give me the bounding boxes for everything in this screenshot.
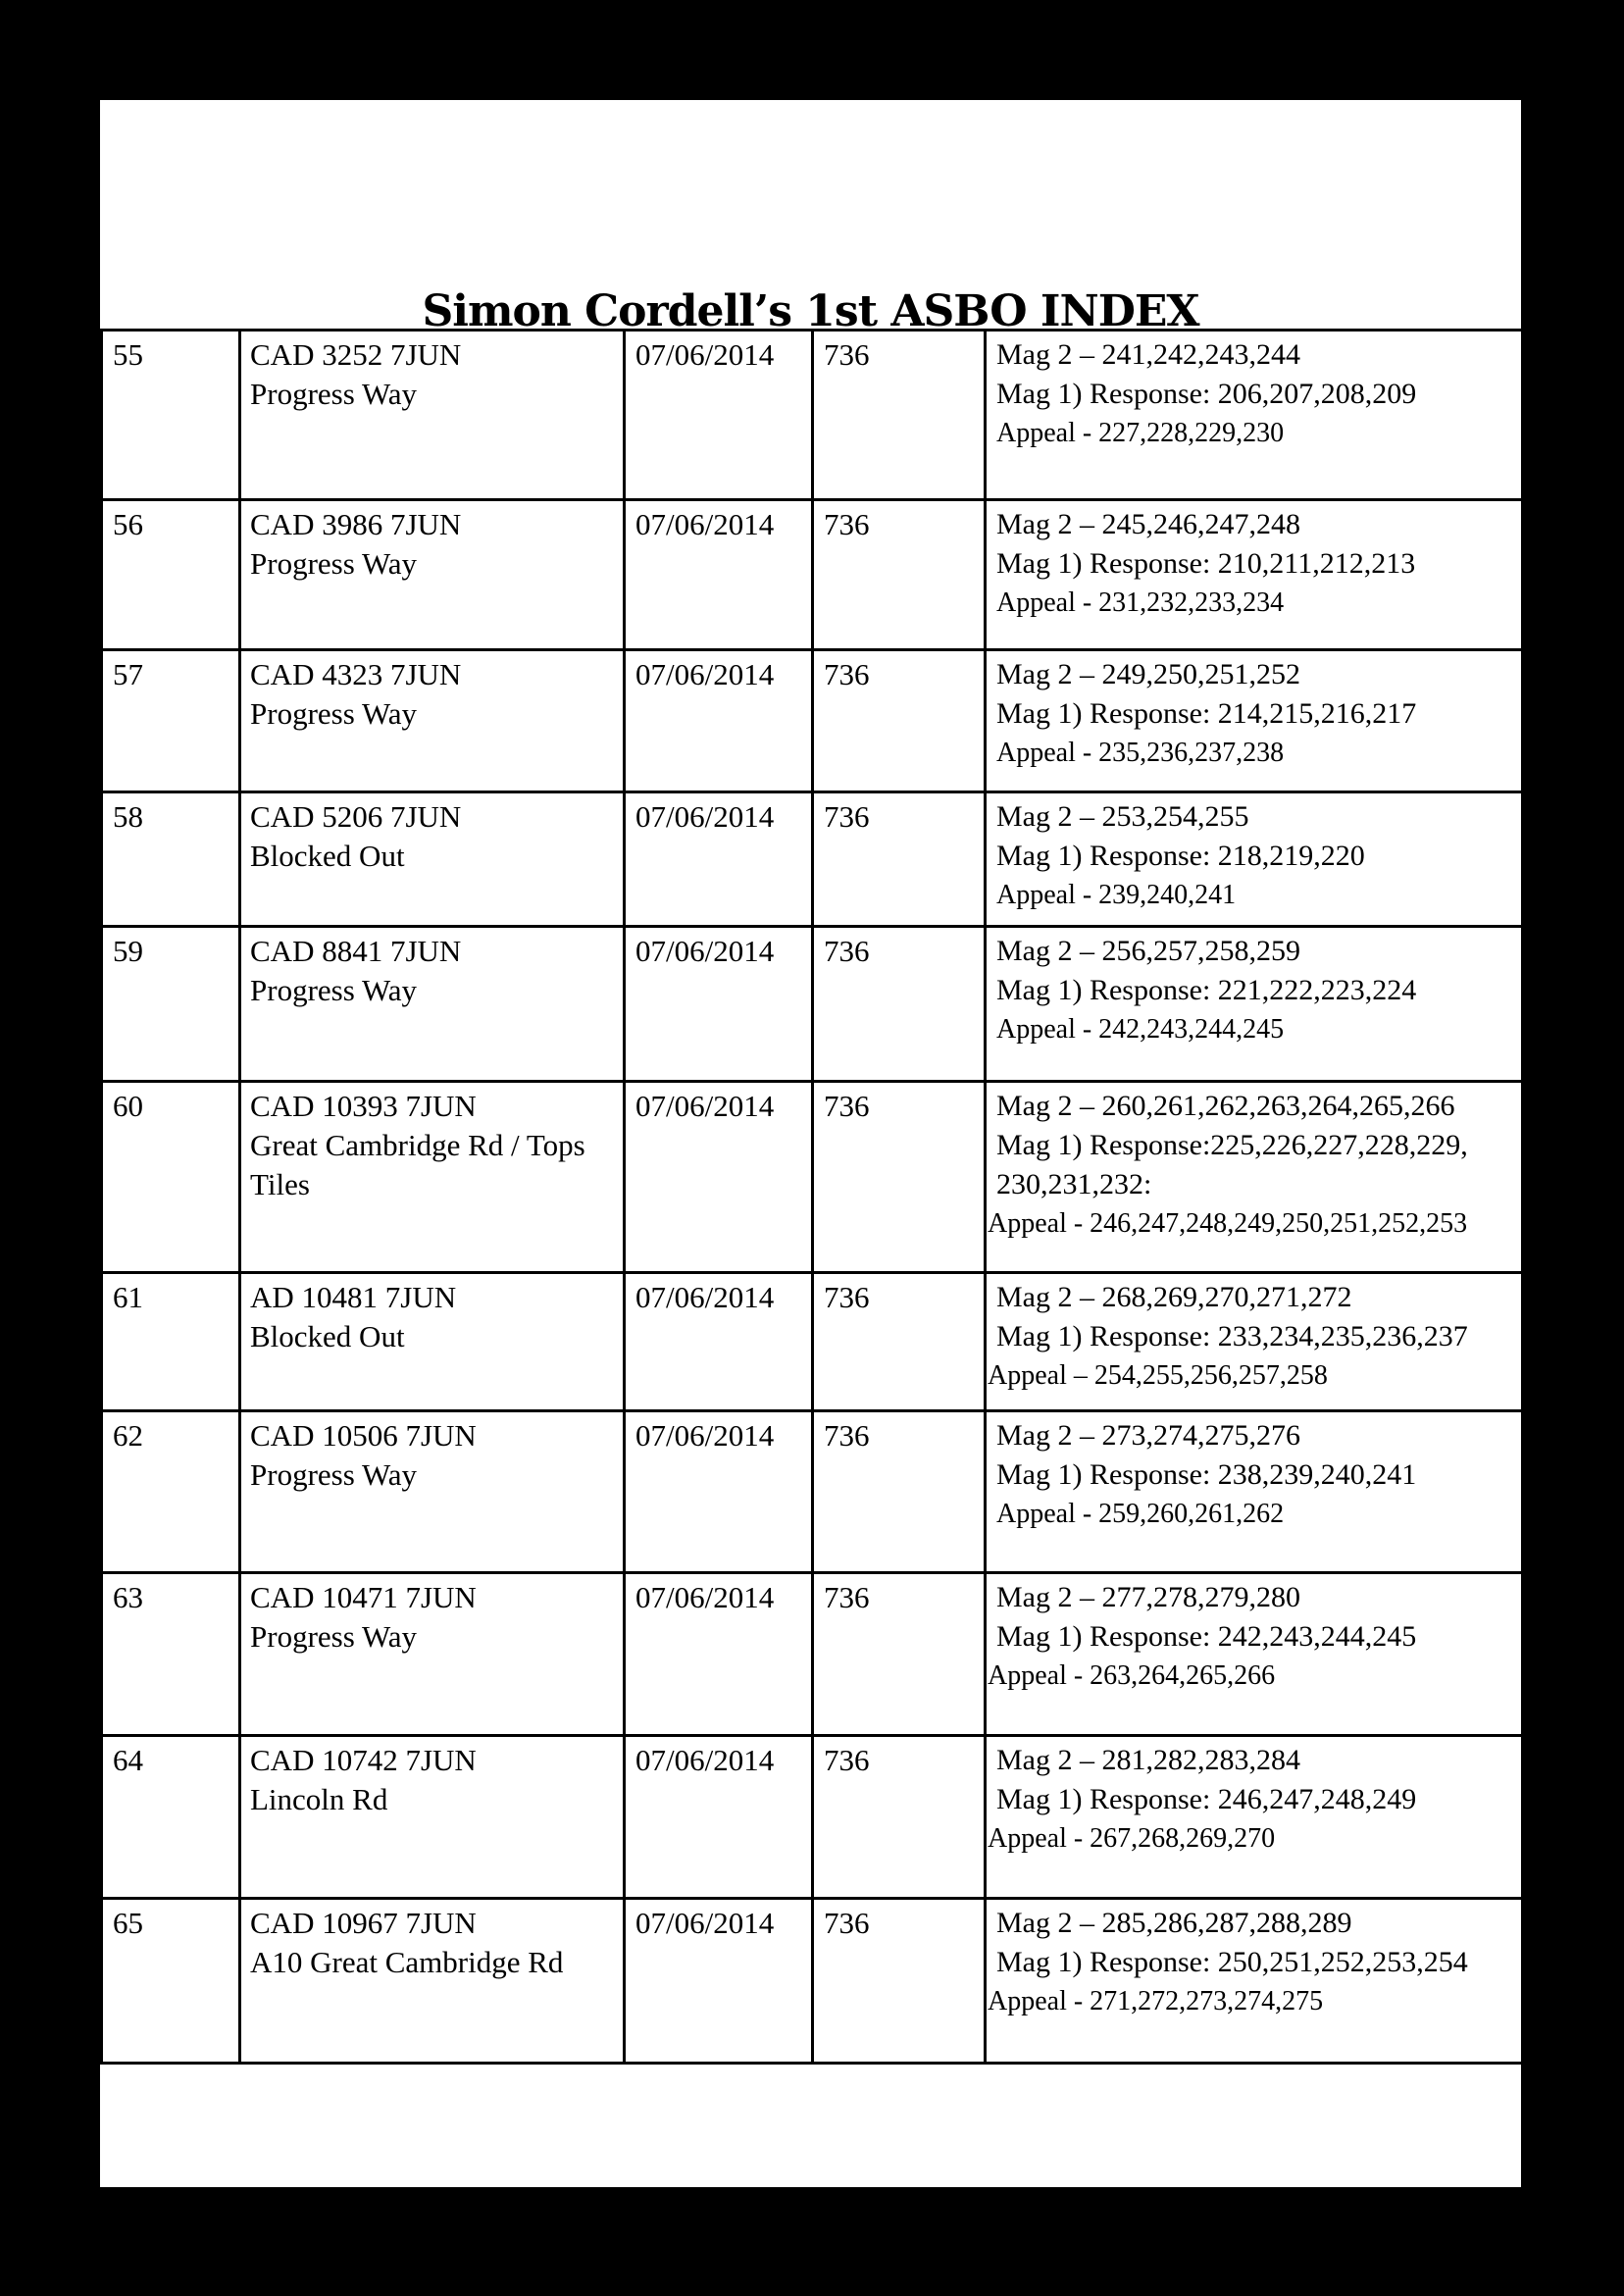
code-cell: 736 xyxy=(813,1411,986,1573)
page-references xyxy=(986,1411,1523,1573)
table-row xyxy=(102,1573,1523,1736)
appeal-refs: Appeal - 263,264,265,266 xyxy=(988,1660,1276,1691)
page-references xyxy=(986,1273,1523,1411)
table-row xyxy=(102,1899,1523,2064)
location: Blocked Out xyxy=(250,1319,405,1353)
cad-reference: CAD 5206 7JUN xyxy=(250,799,462,834)
mag1-refs: Mag 1) Response: 210,211,212,213 xyxy=(996,547,1416,580)
page-references xyxy=(986,500,1523,650)
code-cell: 736 xyxy=(813,1736,986,1899)
mag2-refs: Mag 2 – 281,282,283,284 xyxy=(996,1744,1300,1776)
code-cell: 736 xyxy=(813,500,986,650)
cad-reference: CAD 3252 7JUN xyxy=(250,337,462,372)
cad-cell xyxy=(240,331,625,500)
cad-reference: CAD 10967 7JUN xyxy=(250,1906,477,1940)
date-cell: 07/06/2014 xyxy=(625,792,813,927)
date-cell: 07/06/2014 xyxy=(625,1082,813,1273)
cad-reference: AD 10481 7JUN xyxy=(250,1280,457,1314)
page-references xyxy=(986,927,1523,1082)
code-cell: 736 xyxy=(813,1273,986,1411)
cad-reference: CAD 10393 7JUN xyxy=(250,1089,477,1123)
appeal-refs: Appeal - 246,247,248,249,250,251,252,253 xyxy=(988,1208,1468,1239)
code-cell: 736 xyxy=(813,927,986,1082)
date-cell: 07/06/2014 xyxy=(625,1736,813,1899)
table-row xyxy=(102,1082,1523,1273)
mag1-refs: Mag 1) Response: 233,234,235,236,237 xyxy=(996,1320,1468,1352)
cad-reference: CAD 10471 7JUN xyxy=(250,1580,477,1614)
mag2-refs: Mag 2 – 285,286,287,288,289 xyxy=(996,1907,1352,1939)
index-table xyxy=(100,329,1524,2065)
cad-cell xyxy=(240,1082,625,1273)
appeal-refs: Appeal - 242,243,244,245 xyxy=(996,1014,1285,1045)
code-cell: 736 xyxy=(813,1573,986,1736)
table-row xyxy=(102,1736,1523,1899)
mag2-refs: Mag 2 – 253,254,255 xyxy=(996,800,1249,833)
mag1-refs: Mag 1) Response: 206,207,208,209 xyxy=(996,378,1417,410)
cad-cell xyxy=(240,500,625,650)
mag1-refs: Mag 1) Response: 221,222,223,224 xyxy=(996,974,1417,1006)
entry-number: 58 xyxy=(102,792,240,927)
date-cell: 07/06/2014 xyxy=(625,927,813,1082)
entry-number: 57 xyxy=(102,650,240,792)
mag1-refs: Mag 1) Response: 250,251,252,253,254 xyxy=(996,1946,1468,1978)
date-cell: 07/06/2014 xyxy=(625,500,813,650)
entry-number: 60 xyxy=(102,1082,240,1273)
location: Progress Way xyxy=(250,1619,418,1654)
date-cell: 07/06/2014 xyxy=(625,1573,813,1736)
appeal-refs: Appeal - 259,260,261,262 xyxy=(996,1499,1285,1529)
cad-cell xyxy=(240,1411,625,1573)
location: Great Cambridge Rd / Tops Tiles xyxy=(250,1128,585,1201)
cad-cell xyxy=(240,792,625,927)
location: Progress Way xyxy=(250,696,418,731)
date-cell: 07/06/2014 xyxy=(625,331,813,500)
location: Progress Way xyxy=(250,546,418,581)
appeal-refs: Appeal – 254,255,256,257,258 xyxy=(988,1360,1328,1391)
code-cell: 736 xyxy=(813,1082,986,1273)
code-cell: 736 xyxy=(813,1899,986,2064)
page-references xyxy=(986,331,1523,500)
entry-number: 59 xyxy=(102,927,240,1082)
mag1-refs: Mag 1) Response: 246,247,248,249 xyxy=(996,1783,1417,1815)
table-row xyxy=(102,650,1523,792)
mag2-refs: Mag 2 – 277,278,279,280 xyxy=(996,1581,1300,1613)
page-references xyxy=(986,650,1523,792)
page-references xyxy=(986,1082,1523,1273)
mag1-refs: Mag 1) Response: 218,219,220 xyxy=(996,840,1365,872)
mag2-refs: Mag 2 – 256,257,258,259 xyxy=(996,935,1300,967)
mag2-refs: Mag 2 – 249,250,251,252 xyxy=(996,658,1300,690)
entry-number: 56 xyxy=(102,500,240,650)
table-row xyxy=(102,331,1523,500)
date-cell: 07/06/2014 xyxy=(625,1899,813,2064)
mag1-refs: Mag 1) Response:225,226,227,228,229, xyxy=(996,1129,1468,1161)
document-page xyxy=(100,100,1521,2187)
cad-reference: CAD 10506 7JUN xyxy=(250,1418,477,1453)
cad-cell xyxy=(240,1736,625,1899)
cad-reference: CAD 3986 7JUN xyxy=(250,507,462,541)
mag1-refs: Mag 1) Response: 242,243,244,245 xyxy=(996,1620,1417,1653)
code-cell: 736 xyxy=(813,650,986,792)
cad-cell xyxy=(240,650,625,792)
cad-cell xyxy=(240,1573,625,1736)
cad-reference: CAD 8841 7JUN xyxy=(250,934,462,968)
date-cell: 07/06/2014 xyxy=(625,650,813,792)
appeal-refs: Appeal - 271,272,273,274,275 xyxy=(988,1986,1324,2016)
appeal-refs: Appeal - 267,268,269,270 xyxy=(988,1823,1276,1854)
code-cell: 736 xyxy=(813,792,986,927)
date-cell: 07/06/2014 xyxy=(625,1273,813,1411)
cad-reference: CAD 10742 7JUN xyxy=(250,1743,477,1777)
mag2-refs: Mag 2 – 273,274,275,276 xyxy=(996,1419,1300,1452)
mag2-refs: Mag 2 – 245,246,247,248 xyxy=(996,508,1300,540)
entry-number: 65 xyxy=(102,1899,240,2064)
location: Blocked Out xyxy=(250,839,405,873)
mag1-refs: Mag 1) Response: 214,215,216,217 xyxy=(996,697,1417,730)
location: Progress Way xyxy=(250,973,418,1007)
appeal-refs: Appeal - 231,232,233,234 xyxy=(996,587,1285,618)
entry-number: 64 xyxy=(102,1736,240,1899)
mag2-refs: Mag 2 – 260,261,262,263,264,265,266 xyxy=(996,1090,1455,1122)
mag2-refs: Mag 2 – 268,269,270,271,272 xyxy=(996,1281,1352,1313)
table-row xyxy=(102,927,1523,1082)
location: Lincoln Rd xyxy=(250,1782,388,1816)
location: A10 Great Cambridge Rd xyxy=(250,1945,564,1979)
table-row xyxy=(102,1411,1523,1573)
page-references xyxy=(986,792,1523,927)
page-references xyxy=(986,1899,1523,2064)
cad-reference: CAD 4323 7JUN xyxy=(250,657,462,691)
appeal-refs: Appeal - 227,228,229,230 xyxy=(996,418,1285,448)
page-references xyxy=(986,1736,1523,1899)
page-references xyxy=(986,1573,1523,1736)
location: Progress Way xyxy=(250,377,418,411)
mag1-refs-continued: 230,231,232: xyxy=(996,1168,1152,1200)
mag2-refs: Mag 2 – 241,242,243,244 xyxy=(996,338,1300,371)
page-title: Simon Cordell’s 1st ASBO INDEX xyxy=(422,286,1199,336)
table-row xyxy=(102,792,1523,927)
cad-cell xyxy=(240,927,625,1082)
appeal-refs: Appeal - 239,240,241 xyxy=(996,880,1237,910)
entry-number: 62 xyxy=(102,1411,240,1573)
appeal-refs: Appeal - 235,236,237,238 xyxy=(996,738,1285,768)
cad-cell xyxy=(240,1273,625,1411)
mag1-refs: Mag 1) Response: 238,239,240,241 xyxy=(996,1458,1417,1491)
entry-number: 61 xyxy=(102,1273,240,1411)
date-cell: 07/06/2014 xyxy=(625,1411,813,1573)
entry-number: 63 xyxy=(102,1573,240,1736)
cad-cell xyxy=(240,1899,625,2064)
location: Progress Way xyxy=(250,1457,418,1492)
table-row xyxy=(102,1273,1523,1411)
table-row xyxy=(102,500,1523,650)
entry-number: 55 xyxy=(102,331,240,500)
code-cell: 736 xyxy=(813,331,986,500)
